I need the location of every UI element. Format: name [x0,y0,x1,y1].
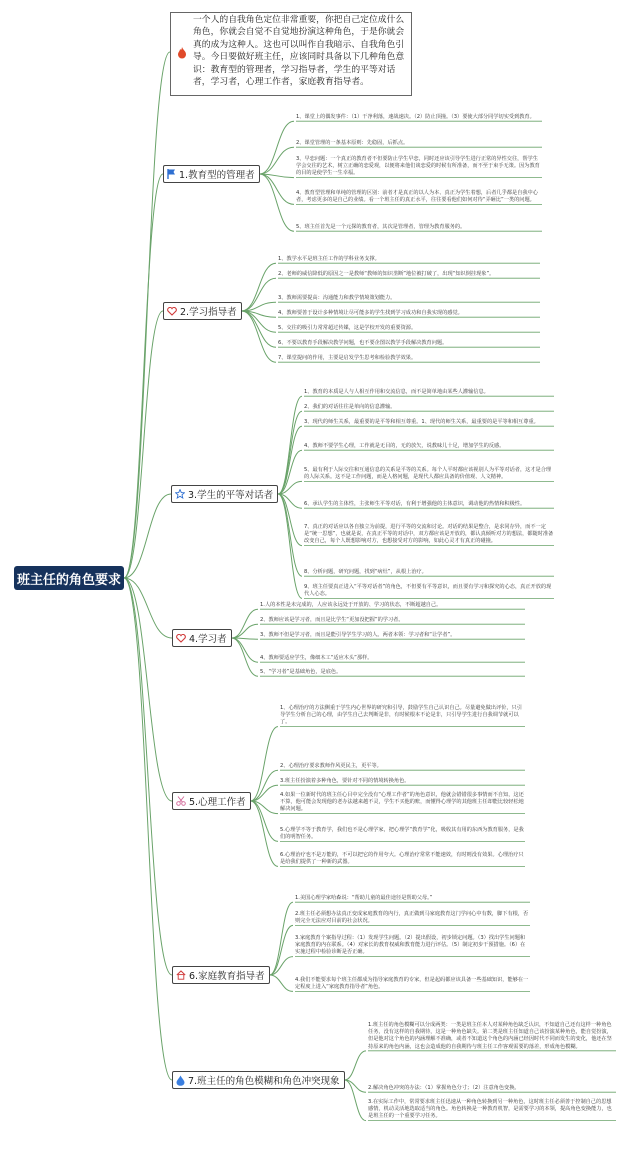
connector-branch-1-leaf-2 [260,147,294,174]
leaf-3-1: 1、教育的本质是人与人相互作用和交流信息，而不是简单地由某些人灌输信息。 [304,389,489,395]
leaf-4-4: 4、教师要适应学生，像细木工“适应木头”那样。 [260,655,373,661]
leaf-2-7: 7、课堂提问的作用，主要是启发学生思考和检验教学效果。 [278,355,417,361]
root-node-title[interactable]: 班主任的角色要求 [14,566,124,590]
leaf-5-4: 4.如果一位新时代的班主任心目中完全没有“心理工作者”的角色意识，他就会错错很多事情而不自知，这还不算，他可能会发现他的老办法越来越不灵，学生不买他的账，而懂得心理学的其他班主任却能比较轻松地解决问题。 [280,792,524,813]
connector-root-branch-2 [124,311,163,578]
leaf-1-5: 5、班主任首先是一个元探的教育者，其次是管理者，管理为教育服务的。 [296,224,466,230]
branch-label: 3.学生的平等对话者 [188,490,274,501]
connector-branch-1-leaf-5 [260,174,294,231]
connector-root-branch-1 [124,174,163,578]
connector-branch-3-leaf-9 [278,494,302,598]
flag-icon [167,169,176,179]
connector-root-branch-5 [124,578,172,801]
house-icon [176,970,186,980]
leaf-4-1: 1.人的本性是未完成的，人应该永远处于开放的、学习的状态，不断超越自己。 [260,602,442,608]
flame-icon [177,47,187,63]
connector-branch-6-leaf-4 [270,975,293,991]
leaf-5-1: 1、心理治疗的方法侧重于学生内心世界的研究和引导，鼓励学生自己认识自己。尽量避免做出评价，只引导学生分析自己的心理，由学生自己去判断是非，有时候根本不论是非，只引导学生进行自我调节就可以了。 [280,705,522,726]
leaf-7-3: 3.在实际工作中，常常要求班主任迅速从一种角色转换到另一种角色，这时班主任必须善于控制自己的思想感情，机动灵活地选取适当的角色。角色转换是一种教育机智，是需要学习的本领，提高角色变换能力，也是班主任的一个重要学习任务。 [368,1099,612,1120]
branch-node-2[interactable] [163,302,242,320]
branch-label: 2.学习指导者 [180,307,237,318]
leaf-4-2: 2、教师应该是学习者，而且是比学生“更加没把握”的学习者。 [260,617,404,623]
connector-branch-1-leaf-4 [260,174,294,204]
intro-note [170,12,412,96]
leaf-3-6: 6、承认学生的主体性，主张师生平等对话，有利于增强他的主体意识，调动他的热情和积极性。 [304,501,526,507]
leaf-1-1: 1、课堂上的偶发事件：（1）干净利落，速战速决。（2）防止顶撞。（3）要使大部分同学切实受到教育。 [296,114,535,120]
connector-root-branch-6 [124,578,172,975]
leaf-6-3: 3.家庭教育个案指导过程：（1）发现学生问题。（2）提出假设，初步锁定问题。（3）找出学生问题和家庭教育的内在联系。（4）对家长的教育权威和教育能力进行评估。（5）制定初步干预措施。（6）在实施过程中检验诊断是否正确。 [295,935,526,956]
leaf-5-6: 6.心理治疗也不是万能的，不可以把它的作用夸大。心理治疗常常不能速效，有时则没有效果。心理治疗只是给我们提供了一种新的武器。 [280,852,524,866]
leaf-2-5: 5、交往的吸引力常常超过传媒，这是学校开发的重要资源。 [278,325,417,331]
branch-node-1[interactable] [163,165,260,183]
leaf-3-4: 4、教师不要学生心理，工作就是无目的，无的放矢，说教味儿十足，增加学生的反感。 [304,443,505,449]
connector-branch-2-leaf-1 [242,263,276,311]
leaf-3-3: 3、现代的师生关系，最重要的是平等和相互尊重。1、现代的师生关系，最重要的是平等和相互尊重。 [304,419,539,425]
leaf-2-4: 4、教师要善于设计多种情境让尽可能多的学生找到学习成功和自我实现的感觉。 [278,310,463,316]
branch-label: 5.心理工作者 [189,797,246,808]
leaf-7-2: 2.解决角色冲突的办法：（1）掌握角色分寸；（2）注意角色变换。 [368,1085,520,1091]
leaf-5-5: 5.心理学不等于教育学，我们也不是心理学家，把心理学“教育学”化，吸收其有用的东西为教育服务，是我们的明智任务。 [280,827,524,841]
connector-branch-4-leaf-2 [232,624,258,638]
heart-icon [176,634,186,643]
connector-branch-2-leaf-7 [242,311,276,362]
connector-branch-4-leaf-5 [232,638,258,676]
connector-branch-3-leaf-1 [278,396,302,494]
connector-root-branch-7 [124,578,172,1080]
connector-branch-7-leaf-1 [345,1051,366,1080]
intro-text: 一个人的自我角色定位非常重要，你把自己定位成什么角色，你就会自觉不自觉地扮演这种角色，于是你就会真的成为这种人。这也可以叫作自我暗示、自我角色引导。今日要做好班主任，应该同时具备以下几种角色意识：教育型的管理者，学习指导者，学生的平等对话者，学习者，心理工作者，家庭教育指导者。 [193,15,405,88]
branch-node-5[interactable] [172,792,251,810]
leaf-6-1: 1.美国心理学家哈森说：“帮助儿童的最佳途径是帮助父母。” [295,895,433,901]
branch-node-3[interactable] [171,485,278,503]
connector-branch-5-leaf-6 [251,801,278,866]
leaf-6-2: 2.班主任必须想办法真正变成家庭教育的内行，真正做到马家庭教育这门学问心中有数，脚下有根，否则完全无法应对目前的社会状况。 [295,911,529,925]
leaf-2-3: 3、教师需要提高：沟通能力和教学情境策划能力。 [278,295,396,301]
leaf-1-3: 3、早恋问题：一个真正的教育者不但要防止学生早恋，同时还应该引导学生进行正常的异性交往，帮学生学会交往的艺术，树立正确的恋爱观，以便将来他们谈恋爱的时候有所准备，而不至于束手无策。因为教育的目的是使学生一生幸福。 [296,156,540,177]
drop-icon [176,1075,185,1086]
leaf-3-5: 5、最有利于人际交往和互通信息的关系是平等的关系。每个人平时都应该视别人为平等对话者，这才是合理的人际关系。这不是工作问题，而是人格问题，是现代人都应具备的价值观、人文精神。 [304,467,552,481]
branch-node-6[interactable] [172,966,270,984]
connector-branch-4-leaf-1 [232,609,258,638]
leaf-2-6: 6、不要以教育手段解决教学问题，也不要企图以教学手段解决教育问题。 [278,340,448,346]
connector-branch-3-leaf-8 [278,494,302,576]
branch-label: 1.教育型的管理者 [179,170,255,181]
star-icon [175,489,185,499]
branch-label: 6.家庭教育指导者 [189,971,265,982]
branch-node-4[interactable] [172,629,232,647]
leaf-3-9: 9、班主任要真正进入“平等对话者”的角色，不但要有平等意识，而且要有学习和探究的心态，真正开放的现代人心态。 [304,584,552,598]
leaf-7-1: 1.班主任的角色模糊可以分成两类：一类是班主任本人对某种角色缺乏认识，不知道自己还有这样一种角色任务，没有这样的自我期待，这是一种角色缺失。第二类是班主任知道自己该扮演某种角色，能自觉扮演，但是他对这个角色的内涵理解不准确，或者不知道这个角色的内涵已经因时代不同而发生的变化，他还在坚持原来的角色内涵，这也会造成他的自我期待与班主任工作客观需要的落差，形成角色模糊。 [368,1022,612,1050]
leaf-4-3: 3、教师不但是学习者，而且是能引导学生学习的人。两者本领：学习者和“让学者”。 [260,632,456,638]
leaf-3-7: 7、真正的对话应以各自独立为前提，进行平等的交流和讨论。对话的结果是整合，是求同存异，而不一定是“统一思想”，也就是说，在真正平等的对话中，双方都应该是开放的，都认真倾听对方的想法，都随时准备改变自己，每个人既想影响对方，也想接受对方的影响，如此心灵才有真正的碰撞。 [304,524,554,545]
branch-label: 4.学习者 [189,634,227,645]
leaf-5-2: 2、心理治疗要求教师作风更民主，更平等。 [280,763,382,769]
leaf-3-8: 8、分析问题，研究问题，找到“病灶”，从根上治疗。 [304,569,427,575]
connector-branch-3-leaf-3 [278,426,302,494]
leaf-6-4: 4.我们不能要求每个班主任都成为指导家庭教育的专家，但是起码都应该具备一些基础知识，能够在一定程度上进入“家庭教育指导者”角色。 [295,977,529,991]
connector-branch-6-leaf-2 [270,925,293,975]
leaf-4-5: 5、“学习者”是基础角色，是底色。 [260,669,342,675]
scissors-icon [176,796,186,806]
leaf-1-4: 4、教育型管理和单纯的管理的区别：前者才是真正的以人为本、真正为学生着想，后者几乎都是自我中心者，考虑更多的是自己的业绩。看一个班主任的真正水平，往往要看他们如何对待“弄砸比”一类的问题。 [296,190,538,204]
leaf-5-3: 3.班主任扮演着多种角色，要针对不同的情境转换角色。 [280,778,410,784]
branch-label: 7.班主任的角色模糊和角色冲突现象 [188,1076,340,1087]
heart-icon [167,307,177,316]
connector-branch-6-leaf-1 [270,902,293,975]
branch-node-7[interactable] [172,1071,345,1089]
connector-branch-5-leaf-1 [251,727,278,801]
leaf-2-2: 2、老师的威信降低的原因之一是教师“教师的知识垄断”地位被打破了，出现“知识倒挂现象”。 [278,271,495,277]
leaf-3-2: 2、我们的对话往往是单向的信息灌输。 [304,404,396,410]
leaf-1-2: 2、课堂管理的一条基本原则：先稳固，后抓点。 [296,140,409,146]
leaf-2-1: 1、教学水平是班主任工作的学科业务支撑。 [278,256,380,262]
connector-branch-1-leaf-1 [260,121,294,174]
